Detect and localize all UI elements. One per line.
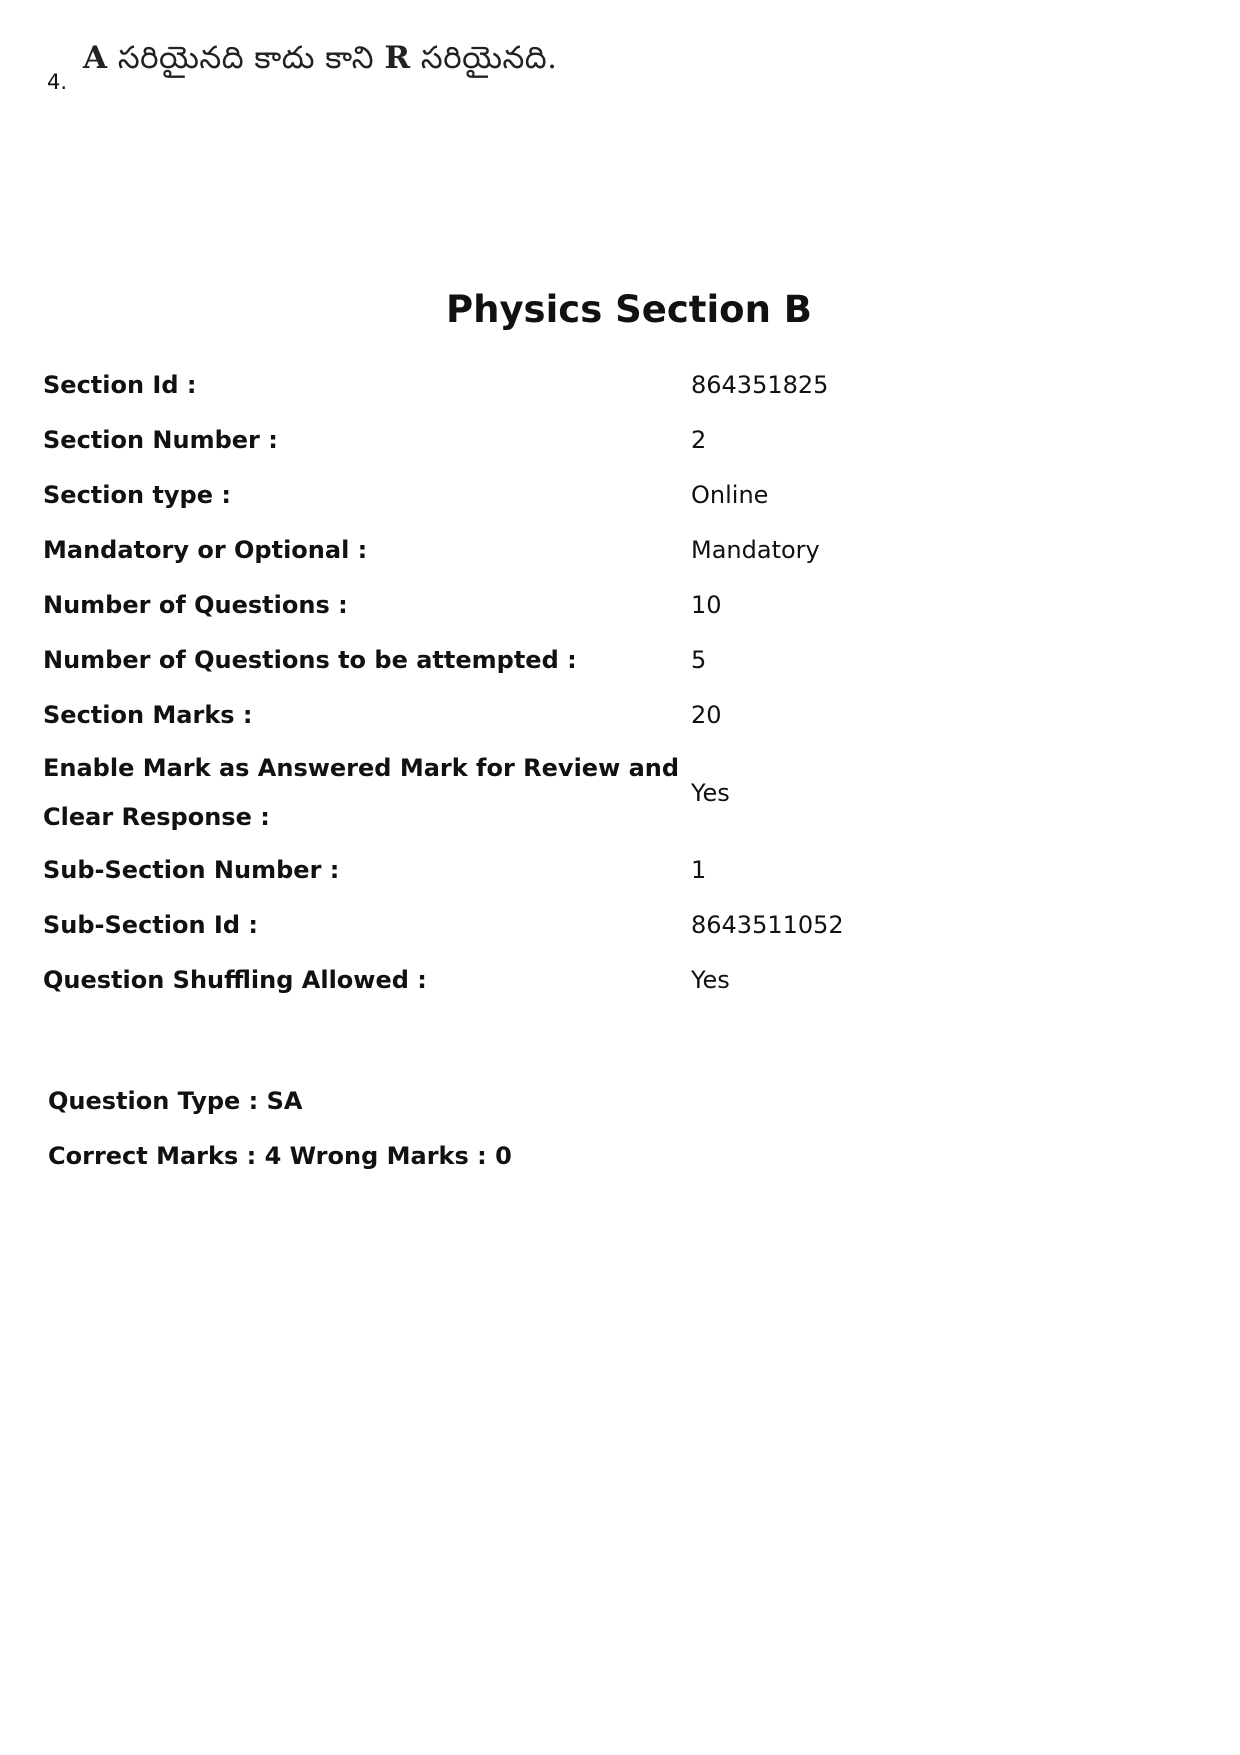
info-value: Yes xyxy=(691,778,730,807)
info-label: Section Id : xyxy=(43,371,197,399)
info-value: 2 xyxy=(691,426,707,454)
info-value: 10 xyxy=(691,591,722,619)
assertion-letter: A xyxy=(83,40,108,76)
info-label: Section Number : xyxy=(43,426,278,454)
info-row xyxy=(43,843,1143,898)
info-row xyxy=(43,898,1143,953)
option-number: 4. xyxy=(47,70,68,94)
info-value: 5 xyxy=(691,646,707,674)
info-label: Sub-Section Id : xyxy=(43,911,258,939)
question-marks: Correct Marks : 4 Wrong Marks : 0 xyxy=(48,1142,512,1170)
info-value: 8643511052 xyxy=(691,911,844,939)
info-label: Section Marks : xyxy=(43,701,253,729)
section-info-table xyxy=(43,358,1143,1008)
info-label: Enable Mark as Answered Mark for Review and Clear Response : xyxy=(43,754,680,831)
info-label: Sub-Section Number : xyxy=(43,856,340,884)
info-row xyxy=(43,523,1143,578)
info-value: 1 xyxy=(691,856,707,884)
info-value: 20 xyxy=(691,701,722,729)
info-row xyxy=(43,578,1143,633)
info-label: Number of Questions : xyxy=(43,591,348,619)
info-row xyxy=(43,468,1143,523)
info-row xyxy=(43,688,1143,743)
info-value: Online xyxy=(691,481,769,509)
section-title: Physics Section B xyxy=(445,288,812,331)
info-row xyxy=(43,633,1143,688)
info-value: Mandatory xyxy=(691,536,820,564)
info-row xyxy=(43,743,1143,843)
answer-option-4 xyxy=(47,40,557,100)
info-row xyxy=(43,413,1143,468)
info-row xyxy=(43,953,1143,1008)
info-label: Question Shuffling Allowed : xyxy=(43,966,427,994)
question-type: Question Type : SA xyxy=(48,1087,303,1115)
info-value: 864351825 xyxy=(691,371,829,399)
option-text-part-1: సరియైనది కాదు కాని xyxy=(107,40,385,76)
info-label: Number of Questions to be attempted : xyxy=(43,646,577,674)
info-label: Section type : xyxy=(43,481,231,509)
option-text-part-2: సరియైనది. xyxy=(410,40,558,76)
info-row xyxy=(43,358,1143,413)
info-value: Yes xyxy=(691,966,730,994)
info-label: Mandatory or Optional : xyxy=(43,536,368,564)
option-text xyxy=(83,40,557,83)
reason-letter: R xyxy=(384,40,411,76)
